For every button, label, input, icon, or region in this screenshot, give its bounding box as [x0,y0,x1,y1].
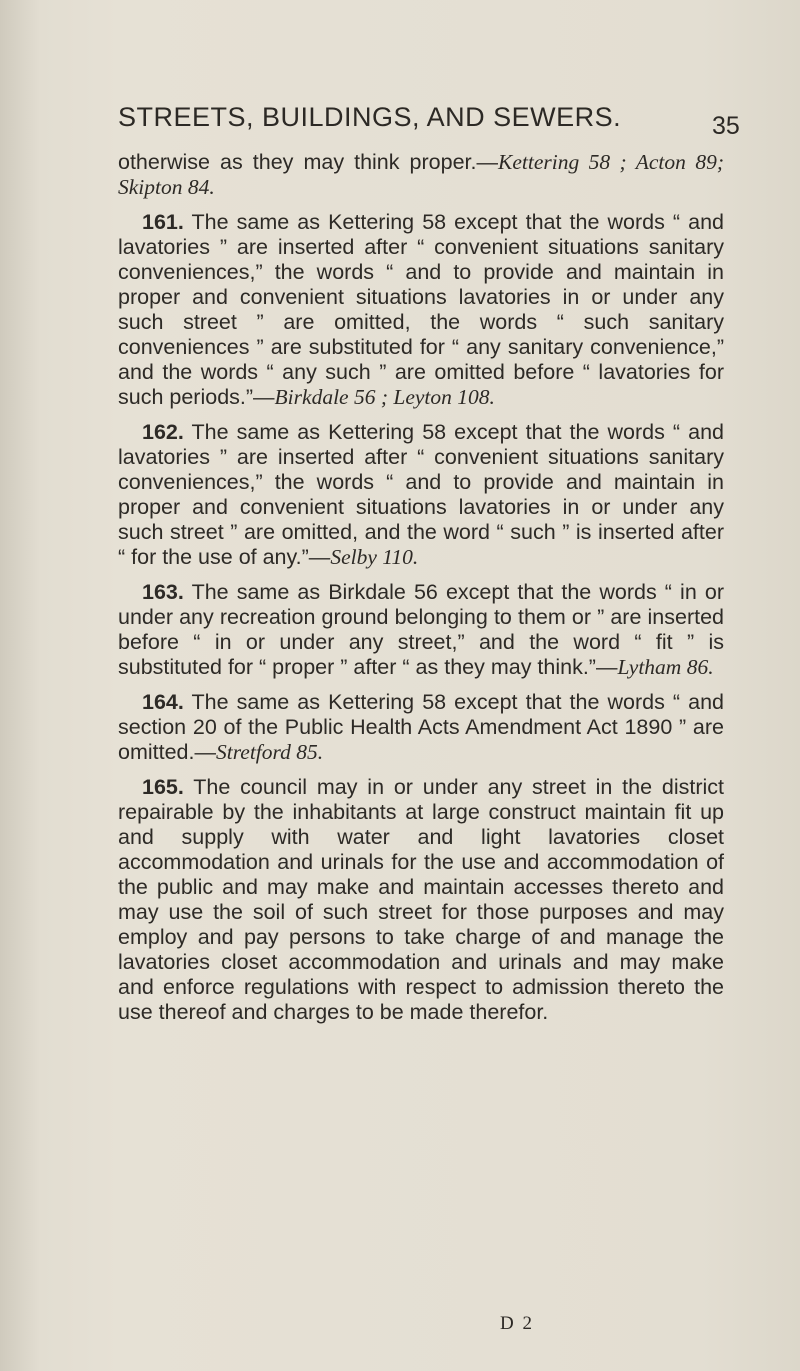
paragraph-text: The same as Kettering 58 except that the words “ and lavatories ” are inserted after “ convenient situations sanitary conveniences,” the words “ and to provide and maintain in proper and convenient situations lavatories in or under any such street ” are omitted, and the word “ such ” is inserted after “ for the use of any.”— [118,420,724,569]
paragraph-number: 165. [142,775,184,799]
paragraph-sources: Lytham 86. [617,655,714,679]
paragraph-text: The council may in or under any street in the district repairable by the inhabitants at large construct maintain fit up and supply with water and light lavatories closet accommodation and urinals for the use and accommodation of the public and may make and maintain accesses thereto and may use the soil of such street for those purposes and may employ and pay persons to take charge of and manage the lavatories closet accommodation and urinals and may make and enforce regulations with respect to admission thereto the use thereof and charges to be made therefor. [118,775,724,1024]
signature-mark: D 2 [500,1313,534,1334]
paragraph-text: otherwise as they may think proper.— [118,150,498,174]
paragraph-text: The same as Kettering 58 except that the words “ and lavatories ” are inserted after “ convenient situations sanitary conveniences,” the words “ and to provide and maintain in proper and convenient situations lavatories in or under any such street ” are omitted, the words “ such sanitary conveniences ” are substituted for “ any sanitary convenience,” and the words “ any such ” are omitted before “ lavatories for such periods.”— [118,210,724,409]
paragraph-sources: Stretford 85. [215,740,324,764]
paragraph-163 [118,580,724,680]
paragraph-text: The same as Kettering 58 except that the words “ and section 20 of the Public Health Acts Amendment Act 1890 ” are omitted.— [118,690,724,764]
paragraph-sources: Selby 110. [330,545,419,569]
paragraph-162 [118,420,724,570]
paragraph-number: 164. [142,690,184,714]
running-head: STREETS, BUILDINGS, AND SEWERS. [118,102,622,132]
paragraph-number: 163. [142,580,184,604]
paragraph-sources: Birkdale 56 ; Leyton 108. [274,385,495,409]
paragraph-continuation [118,150,724,200]
page-number: 35 [712,112,740,140]
paragraph-165 [118,775,724,1025]
paragraph-text: The same as Birkdale 56 except that the words “ in or under any recreation ground belonging to them or ” are inserted before “ in or under any street,” and the word “ fit ” is substituted for “ proper ” after “ as they may think.”— [118,580,724,679]
paragraph-number: 162. [142,420,184,444]
paragraph-161 [118,210,724,410]
paragraph-sources: Kettering 58 ; Acton 89; Skipton 84. [118,150,724,199]
paragraph-164 [118,690,724,765]
paragraph-number: 161. [142,210,184,234]
body-text [118,150,724,1035]
